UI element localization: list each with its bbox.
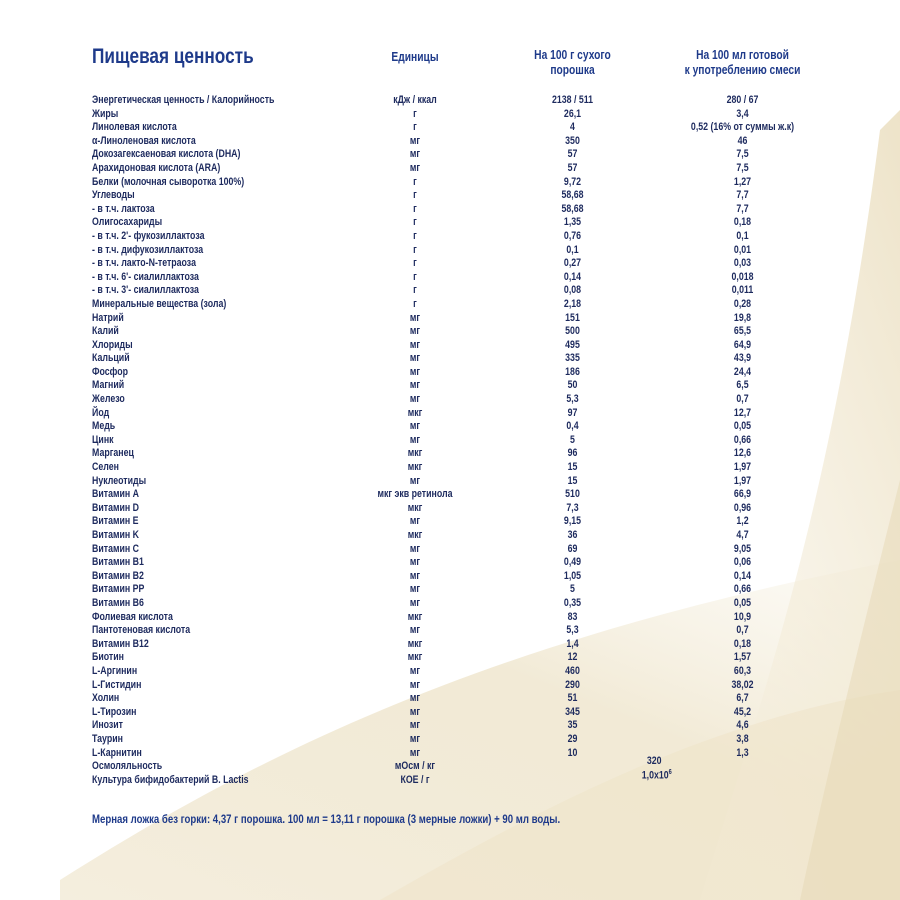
value-per-100g: 350: [565, 134, 580, 147]
scoop-footnote: Мерная ложка без горки: 4,37 г порошка. 100 мл = 13,11 г порошка (3 мерные ложки) + 90 мл воды.: [92, 812, 561, 826]
nutrient-name: Магний: [92, 379, 125, 392]
value-per-100g: 12: [567, 651, 578, 664]
value-per-100ml: 0,05: [733, 596, 752, 609]
value-per-100ml: 0,1: [736, 229, 749, 242]
table-row: [0, 706, 900, 720]
value-per-100ml: 6,5: [736, 379, 749, 392]
unit-cell: г: [413, 297, 417, 310]
unit-cell: мОсм / кг: [394, 760, 436, 773]
nutrient-name: Витамин D: [92, 501, 140, 514]
nutrient-name: - в т.ч. дифукозиллактоза: [92, 243, 204, 256]
nutrient-name: Витамин PP: [92, 583, 145, 596]
nutrient-name: - в т.ч. лактоза: [92, 202, 155, 215]
unit-cell: мг: [409, 433, 421, 446]
unit-cell: мг: [409, 338, 421, 351]
nutrient-name: Витамин B12: [92, 637, 149, 650]
table-row: [0, 447, 900, 461]
table-row: [0, 502, 900, 516]
nutrient-name: Культура бифидобактерий B. Lactis: [92, 773, 249, 786]
nutrient-name: Белки (молочная сыворотка 100%): [92, 175, 245, 188]
table-row: [0, 583, 900, 597]
table-row: [0, 108, 900, 122]
nutrient-name: Натрий: [92, 311, 124, 324]
unit-cell: мкг: [407, 610, 423, 623]
value-per-100ml: 7,7: [736, 202, 749, 215]
nutrient-name: Цинк: [92, 433, 114, 446]
nutrient-name: Холин: [92, 692, 120, 705]
value-per-100g: 15: [567, 461, 578, 474]
table-row: [0, 339, 900, 353]
value-per-100g: 35: [567, 719, 578, 732]
unit-cell: мг: [409, 474, 421, 487]
value-per-100g: 58,68: [561, 202, 584, 215]
value-per-100g: 0,49: [563, 556, 582, 569]
unit-cell: мкг: [407, 529, 423, 541]
table-row: [0, 434, 900, 448]
nutrient-name: - в т.ч. 6'- сиалиллактоза: [92, 270, 199, 283]
unit-cell: мг: [409, 732, 421, 745]
value-per-100ml: 38,02: [731, 678, 754, 691]
value-per-100ml: 0,7: [736, 624, 749, 637]
table-row: [0, 94, 900, 108]
value-per-100ml: 0,28: [733, 297, 752, 310]
value-per-100g: 290: [565, 678, 580, 691]
value-per-100g: 5: [570, 583, 575, 596]
table-row: [0, 719, 900, 733]
value-per-100g: 50: [567, 379, 578, 392]
table-row: [0, 597, 900, 611]
value-per-100g: 57: [567, 148, 578, 161]
value-per-100ml: 7,7: [736, 189, 749, 202]
value-per-100g: 0,76: [563, 229, 582, 242]
table-row: [0, 407, 900, 421]
unit-cell: мг: [409, 746, 421, 759]
nutrient-name: Докозагексаеновая кислота (DHA): [92, 148, 241, 161]
nutrient-name: Олигосахариды: [92, 216, 163, 229]
nutrient-name: Углеводы: [92, 189, 135, 202]
value-per-100ml: 1,3: [736, 746, 749, 759]
value-per-100g: 5,3: [566, 624, 579, 637]
unit-cell: мкг: [407, 406, 423, 419]
value-per-100ml: 12,6: [733, 447, 752, 460]
unit-cell: мг: [409, 148, 421, 161]
nutrient-name: Осмоляльность: [92, 760, 163, 773]
value-per-100g: 460: [565, 664, 580, 677]
value-per-100g: 83: [567, 610, 578, 623]
nutrient-name: Витамин C: [92, 542, 140, 555]
value-per-100g: 29: [567, 732, 578, 745]
unit-cell: мкг: [407, 461, 423, 474]
unit-cell: КОЕ / г: [400, 773, 430, 786]
value-per-100ml: 0,01: [733, 243, 752, 256]
nutrient-name: - в т.ч. 3'- сиалиллактоза: [92, 284, 199, 297]
unit-cell: мг: [409, 161, 421, 174]
nutrient-name: Витамин E: [92, 515, 139, 528]
unit-cell: г: [413, 202, 417, 215]
table-row: [0, 312, 900, 326]
value-per-100ml: 3,4: [736, 107, 749, 120]
value-per-100g: 2138 / 511: [551, 94, 594, 106]
table-row: [0, 420, 900, 434]
value-per-100g: 500: [565, 325, 580, 338]
unit-cell: мг: [409, 719, 421, 732]
value-per-100g: 0,1: [566, 243, 579, 256]
nutrient-name: Фолиевая кислота: [92, 610, 173, 623]
unit-cell: мг: [409, 379, 421, 392]
value-per-100g: 9,72: [563, 175, 582, 188]
header-units: Единицы: [391, 50, 439, 64]
table-row: [0, 692, 900, 706]
nutrient-name: Фосфор: [92, 365, 128, 378]
unit-cell: мг: [409, 515, 421, 528]
bifido-value-exponent: 6: [668, 769, 672, 776]
table-row: [0, 379, 900, 393]
table-row: [0, 733, 900, 747]
value-per-100g: 510: [565, 488, 580, 501]
value-per-100ml: 7,5: [736, 148, 749, 161]
table-row: [0, 393, 900, 407]
value-per-100ml: 0,018: [731, 270, 754, 283]
unit-cell: мг: [409, 365, 421, 378]
table-row: [0, 271, 900, 285]
table-row: [0, 488, 900, 502]
value-per-100ml: 0,7: [736, 393, 749, 406]
table-row: [0, 162, 900, 176]
value-per-100g: 1,4: [566, 637, 579, 650]
value-per-100g: 51: [567, 692, 578, 705]
nutrient-name: Витамин B1: [92, 556, 144, 569]
table-row: [0, 176, 900, 190]
bifido-value: [642, 769, 672, 782]
table-row: [0, 475, 900, 489]
unit-cell: мг: [409, 596, 421, 609]
value-per-100ml: 3,8: [736, 732, 749, 745]
nutrient-name: L-Карнитин: [92, 746, 142, 759]
value-per-100ml: 0,66: [733, 433, 752, 446]
value-per-100g: 36: [567, 529, 578, 541]
value-per-100ml: 65,5: [733, 325, 752, 338]
unit-cell: мкг: [407, 637, 423, 650]
table-row: [0, 679, 900, 693]
table-row: [0, 121, 900, 135]
table-row: [0, 325, 900, 339]
value-per-100ml: 0,18: [733, 637, 752, 650]
value-per-100g: 1,05: [563, 569, 582, 582]
nutrient-name: Таурин: [92, 732, 123, 745]
nutrient-name: Хлориды: [92, 338, 133, 351]
unit-cell: г: [413, 229, 417, 242]
header-per-100ml-ready: На 100 мл готовой к употреблению смеси: [684, 48, 801, 77]
table-row: [0, 189, 900, 203]
nutrient-name: Витамин B6: [92, 596, 144, 609]
value-per-100g: 1,35: [563, 216, 582, 229]
table-row: [0, 556, 900, 570]
unit-cell: г: [413, 216, 417, 229]
unit-cell: г: [413, 284, 417, 297]
nutrient-name: Селен: [92, 461, 119, 474]
value-per-100ml: 4,6: [736, 719, 749, 732]
unit-cell: мг: [409, 542, 421, 555]
value-per-100g: 57: [567, 161, 578, 174]
nutrient-name: L-Аргинин: [92, 664, 138, 677]
value-per-100g: 0,27: [563, 257, 582, 270]
value-per-100ml: 60,3: [733, 664, 752, 677]
nutrient-name: Кальций: [92, 352, 130, 365]
value-per-100ml: 4,7: [736, 529, 749, 541]
nutrient-name: Жиры: [92, 107, 119, 120]
unit-cell: мг: [409, 420, 421, 433]
value-per-100g: 151: [565, 311, 580, 324]
nutrient-name: - в т.ч. лакто-N-тетраоза: [92, 257, 196, 270]
value-per-100g: 69: [567, 542, 578, 555]
value-per-100g: 2,18: [563, 297, 582, 310]
value-per-100ml: 1,97: [733, 474, 752, 487]
value-per-100ml: 6,7: [736, 692, 749, 705]
value-per-100ml: 19,8: [733, 311, 752, 324]
value-per-100ml: 43,9: [733, 352, 752, 365]
value-per-100g: 26,1: [563, 107, 582, 120]
table-row: [0, 216, 900, 230]
value-per-100g: 7,3: [566, 501, 579, 514]
table-row: [0, 638, 900, 652]
value-per-100g: 5: [570, 433, 575, 446]
unit-cell: г: [413, 121, 417, 134]
table-row: [0, 529, 900, 543]
table-row: [0, 352, 900, 366]
unit-cell: мг: [409, 134, 421, 147]
value-per-100g: 335: [565, 352, 580, 365]
nutrition-rows: [0, 94, 900, 787]
table-row: [0, 244, 900, 258]
value-per-100ml: 7,5: [736, 161, 749, 174]
nutrient-name: α-Линоленовая кислота: [92, 134, 196, 147]
table-row: [0, 257, 900, 271]
nutrient-name: Калий: [92, 325, 119, 338]
unit-cell: мг: [409, 705, 421, 718]
table-row: [0, 624, 900, 638]
value-per-100ml: 1,97: [733, 461, 752, 474]
unit-cell: мг: [409, 664, 421, 677]
value-per-100g: 0,35: [563, 596, 582, 609]
nutrient-name: Витамин A: [92, 488, 140, 501]
unit-cell: кДж / ккал: [393, 94, 437, 106]
unit-cell: мкг: [407, 651, 423, 664]
value-per-100g: 9,15: [563, 515, 582, 528]
value-per-100ml: 66,9: [733, 488, 752, 501]
nutrient-name: Пантотеновая кислота: [92, 624, 191, 637]
table-row: [0, 665, 900, 679]
value-per-100ml: 24,4: [733, 365, 752, 378]
value-per-100ml: 0,52 (16% от суммы ж.к): [690, 121, 795, 134]
nutrient-name: Инозит: [92, 719, 123, 732]
unit-cell: мг: [409, 624, 421, 637]
unit-cell: г: [413, 189, 417, 202]
unit-cell: г: [413, 175, 417, 188]
value-per-100g: 0,4: [566, 420, 579, 433]
value-per-100ml: 64,9: [733, 338, 752, 351]
value-per-100ml: 0,18: [733, 216, 752, 229]
value-per-100g: 0,08: [563, 284, 582, 297]
table-row: [0, 298, 900, 312]
value-per-100ml: 45,2: [733, 705, 752, 718]
table-row: [0, 611, 900, 625]
table-row: [0, 760, 900, 774]
unit-cell: мг: [409, 352, 421, 365]
value-per-100g: 0,14: [563, 270, 582, 283]
unit-cell: мг: [409, 583, 421, 596]
value-per-100ml: 0,011: [731, 284, 754, 297]
value-per-100ml: 0,14: [733, 569, 752, 582]
nutrient-name: Витамин B2: [92, 569, 144, 582]
value-per-100g: 495: [565, 338, 580, 351]
unit-cell: г: [413, 257, 417, 270]
page-title: Пищевая ценность: [92, 45, 254, 68]
value-per-100g: 4: [570, 121, 575, 134]
table-row: [0, 774, 900, 788]
nutrient-name: Железо: [92, 393, 125, 406]
value-per-100g: 97: [567, 406, 578, 419]
value-per-100g: 345: [565, 705, 580, 718]
unit-cell: г: [413, 270, 417, 283]
value-per-100g: 5,3: [566, 393, 579, 406]
value-per-100ml: 280 / 67: [726, 94, 759, 106]
table-row: [0, 570, 900, 584]
table-row: [0, 543, 900, 557]
unit-cell: мг: [409, 556, 421, 569]
nutrient-name: Минеральные вещества (зола): [92, 297, 227, 310]
unit-cell: мг: [409, 692, 421, 705]
unit-cell: мг: [409, 311, 421, 324]
nutrient-name: Нуклеотиды: [92, 474, 147, 487]
nutrient-name: L-Тирозин: [92, 705, 137, 718]
nutrient-name: Арахидоновая кислота (ARA): [92, 161, 221, 174]
value-per-100ml: 1,27: [733, 175, 752, 188]
value-per-100ml: 1,2: [736, 515, 749, 528]
value-per-100ml: 0,66: [733, 583, 752, 596]
bifido-value-base: 1,0х10: [641, 769, 669, 782]
unit-cell: г: [413, 107, 417, 120]
unit-cell: мг: [409, 393, 421, 406]
table-row: [0, 515, 900, 529]
unit-cell: г: [413, 243, 417, 256]
nutrient-name: L-Гистидин: [92, 678, 142, 691]
header-per-100g-powder: На 100 г сухого порошка: [534, 48, 611, 77]
table-row: [0, 366, 900, 380]
nutrient-name: Линолевая кислота: [92, 121, 177, 134]
value-per-100g: 10: [567, 746, 578, 759]
value-per-100ml: 0,96: [733, 501, 752, 514]
value-per-100ml: 12,7: [733, 406, 752, 419]
value-per-100g: 96: [567, 447, 578, 460]
table-row: [0, 651, 900, 665]
nutrient-name: Медь: [92, 420, 116, 433]
table-row: [0, 230, 900, 244]
nutrient-name: Марганец: [92, 447, 134, 460]
table-row: [0, 747, 900, 761]
value-per-100g: 58,68: [561, 189, 584, 202]
unit-cell: мг: [409, 325, 421, 338]
table-row: [0, 203, 900, 217]
unit-cell: мкг: [407, 447, 423, 460]
value-per-100ml: 0,06: [733, 556, 752, 569]
nutrient-name: - в т.ч. 2'- фукозиллактоза: [92, 229, 205, 242]
nutrient-name: Энергетическая ценность / Калорийность: [92, 94, 275, 106]
osmolality-value: 320: [646, 755, 662, 767]
unit-cell: мкг экв ретинола: [377, 488, 453, 501]
value-per-100ml: 0,03: [733, 257, 752, 270]
value-per-100ml: 46: [737, 134, 748, 147]
nutrient-name: Йод: [92, 406, 110, 419]
table-row: [0, 135, 900, 149]
value-per-100g: 186: [565, 365, 580, 378]
value-per-100ml: 1,57: [733, 651, 752, 664]
table-row: [0, 284, 900, 298]
nutrient-name: Биотин: [92, 651, 124, 664]
value-per-100g: 15: [567, 474, 578, 487]
value-per-100ml: 9,05: [733, 542, 752, 555]
value-per-100ml: 10,9: [733, 610, 752, 623]
nutrient-name: Витамин K: [92, 529, 140, 541]
value-per-100ml: 0,05: [733, 420, 752, 433]
table-row: [0, 461, 900, 475]
table-row: [0, 148, 900, 162]
unit-cell: мг: [409, 569, 421, 582]
unit-cell: мг: [409, 678, 421, 691]
unit-cell: мкг: [407, 501, 423, 514]
